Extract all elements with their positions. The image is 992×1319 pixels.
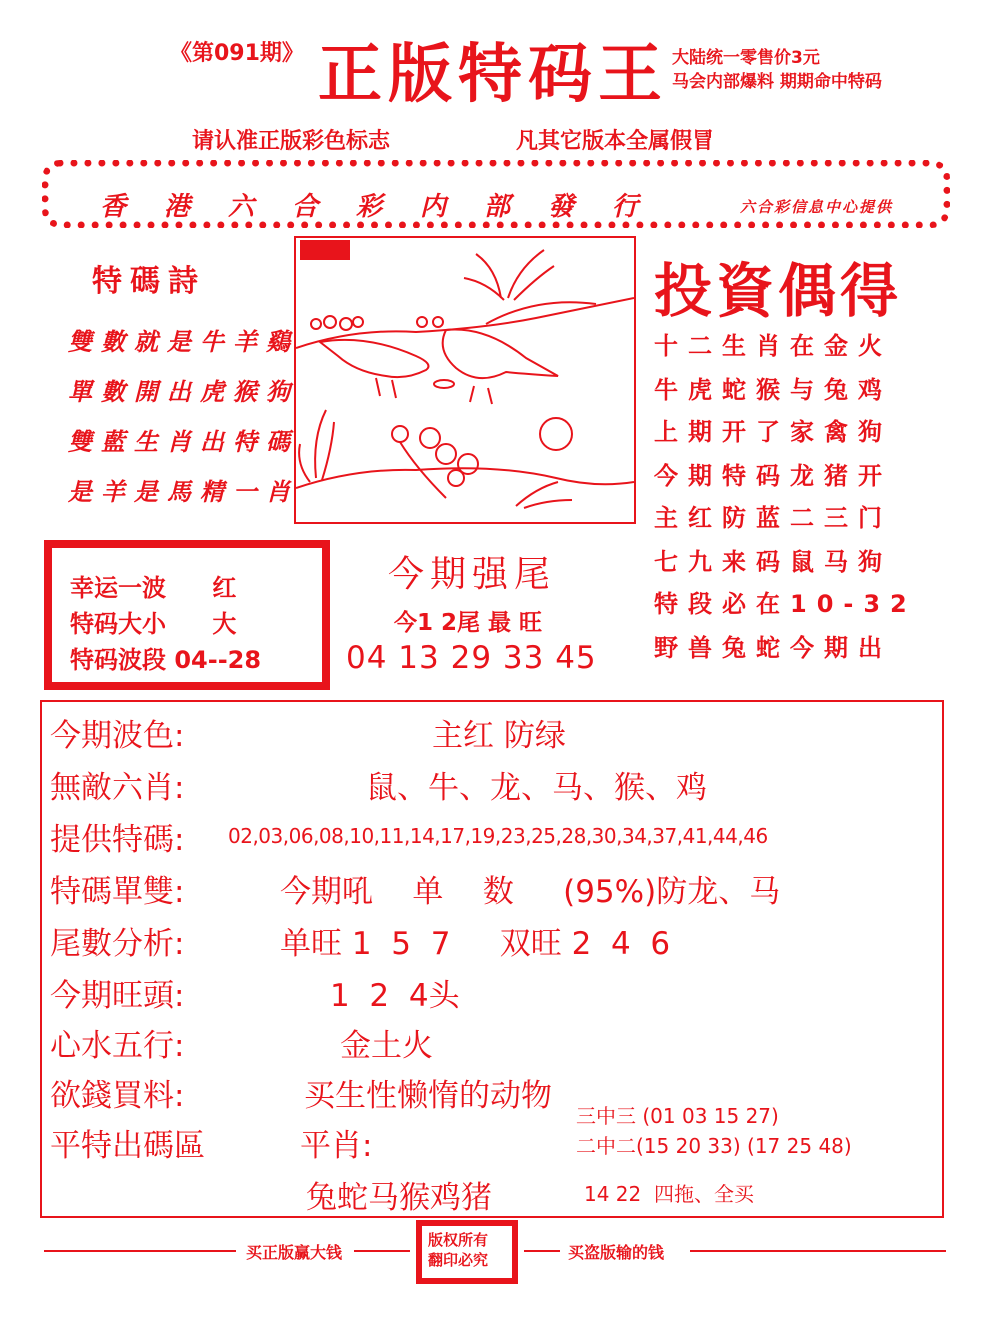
copyright-text bbox=[428, 1230, 488, 1270]
row-label: 今期旺頭: bbox=[50, 978, 185, 1014]
footer-left-text: 买正版赢大钱 bbox=[246, 1243, 343, 1262]
row-label: 尾數分析: bbox=[50, 926, 185, 962]
invest-line: 特段必在10-32 bbox=[654, 590, 917, 618]
invest-line: 七九来码鼠马狗 bbox=[654, 548, 892, 576]
luck-row bbox=[70, 568, 236, 603]
row-value: 主红 防绿 bbox=[432, 718, 566, 754]
banner-main-text: 香港六合彩内部發行 bbox=[100, 192, 677, 222]
page-title: 正版特码王 bbox=[318, 38, 668, 112]
row-value: 鼠、牛、龙、马、猴、鸡 bbox=[366, 770, 707, 806]
row-label: 心水五行: bbox=[50, 1028, 185, 1064]
tail-title: 今期强尾 bbox=[388, 554, 557, 595]
row-label: 今期波色: bbox=[50, 718, 185, 754]
invest-line: 野兽兔蛇今期出 bbox=[654, 634, 892, 662]
invest-line: 上期开了家禽狗 bbox=[654, 418, 892, 446]
luck-row bbox=[70, 604, 236, 639]
luck-value: 大 bbox=[212, 610, 237, 638]
luck-row bbox=[70, 640, 261, 675]
luck-value: 04--28 bbox=[174, 646, 262, 674]
price-line-2: 马会内部爆料 期期命中特码 bbox=[672, 72, 882, 92]
notice-right: 凡其它版本全属假冒 bbox=[516, 129, 715, 154]
birds-illustration bbox=[294, 236, 636, 524]
row-value: 今期吼 单 数 (95%)防龙、马 bbox=[280, 874, 781, 910]
issue-number: 《第091期》 bbox=[170, 41, 304, 66]
footer-right-text: 买盗版输的钱 bbox=[568, 1243, 665, 1262]
row-value: 1 2 4头 bbox=[330, 978, 460, 1014]
luck-label: 特码波段 bbox=[70, 646, 166, 674]
row-value: 02,03,06,08,10,11,14,17,19,23,25,28,30,34,37,41,44,46 bbox=[228, 824, 768, 848]
row-value: 单旺 1 5 7 双旺 2 4 6 bbox=[280, 926, 671, 962]
poem-line: 是羊是馬精一肖 bbox=[68, 478, 299, 506]
price-info bbox=[672, 46, 882, 94]
footer-divider bbox=[354, 1250, 410, 1252]
row-label: 無敵六肖: bbox=[50, 770, 185, 806]
row-label: 平特出碼區 bbox=[50, 1128, 205, 1164]
luck-label: 特码大小 bbox=[70, 610, 166, 638]
poem-line: 單數開出虎猴狗 bbox=[68, 378, 299, 406]
seal-stamp bbox=[300, 240, 350, 260]
copyright-line-2: 翻印必究 bbox=[428, 1251, 489, 1269]
price-line-1: 大陆统一零售价3元 bbox=[672, 48, 820, 68]
poem-title: 特碼詩 bbox=[92, 264, 206, 299]
invest-title: 投資偶得 bbox=[654, 257, 903, 325]
banner-sub-text: 六合彩信息中心提供 bbox=[740, 198, 894, 216]
tail-numbers: 04 13 29 33 45 bbox=[346, 640, 597, 676]
row-value: 平肖: bbox=[300, 1128, 373, 1164]
footer-divider bbox=[690, 1250, 946, 1252]
poem-line: 雙數就是牛羊鷄 bbox=[68, 328, 299, 356]
row-label: 欲錢買料: bbox=[50, 1078, 185, 1114]
tail-subtitle: 今1 2尾 最 旺 bbox=[394, 610, 543, 636]
invest-line: 今期特码龙猪开 bbox=[654, 462, 892, 490]
row-value: 二中二(15 20 33) (17 25 48) bbox=[576, 1134, 852, 1158]
invest-line: 主红防蓝二三门 bbox=[654, 504, 892, 532]
copyright-line-1: 版权所有 bbox=[428, 1231, 489, 1249]
footer-divider bbox=[44, 1250, 236, 1252]
row-label: 特碼單雙: bbox=[50, 874, 185, 910]
invest-line: 牛虎蛇猴与兔鸡 bbox=[654, 376, 892, 404]
birds-drawing bbox=[296, 238, 634, 522]
luck-value: 红 bbox=[212, 574, 237, 602]
poem-line: 雙藍生肖出特碼 bbox=[68, 428, 299, 456]
luck-label: 幸运一波 bbox=[70, 574, 166, 602]
row-label: 提供特碼: bbox=[50, 822, 185, 858]
invest-line: 十二生肖在金火 bbox=[654, 332, 892, 360]
row-value: 兔蛇马猴鸡猪 bbox=[306, 1180, 492, 1216]
notice-left: 请认准正版彩色标志 bbox=[192, 129, 391, 154]
row-value: 买生性懒惰的动物 bbox=[304, 1078, 552, 1114]
footer-divider bbox=[524, 1250, 560, 1252]
row-value: 金土火 bbox=[340, 1028, 433, 1064]
row-value: 14 22 四拖、全买 bbox=[584, 1182, 754, 1206]
row-value: 三中三 (01 03 15 27) bbox=[576, 1104, 779, 1128]
